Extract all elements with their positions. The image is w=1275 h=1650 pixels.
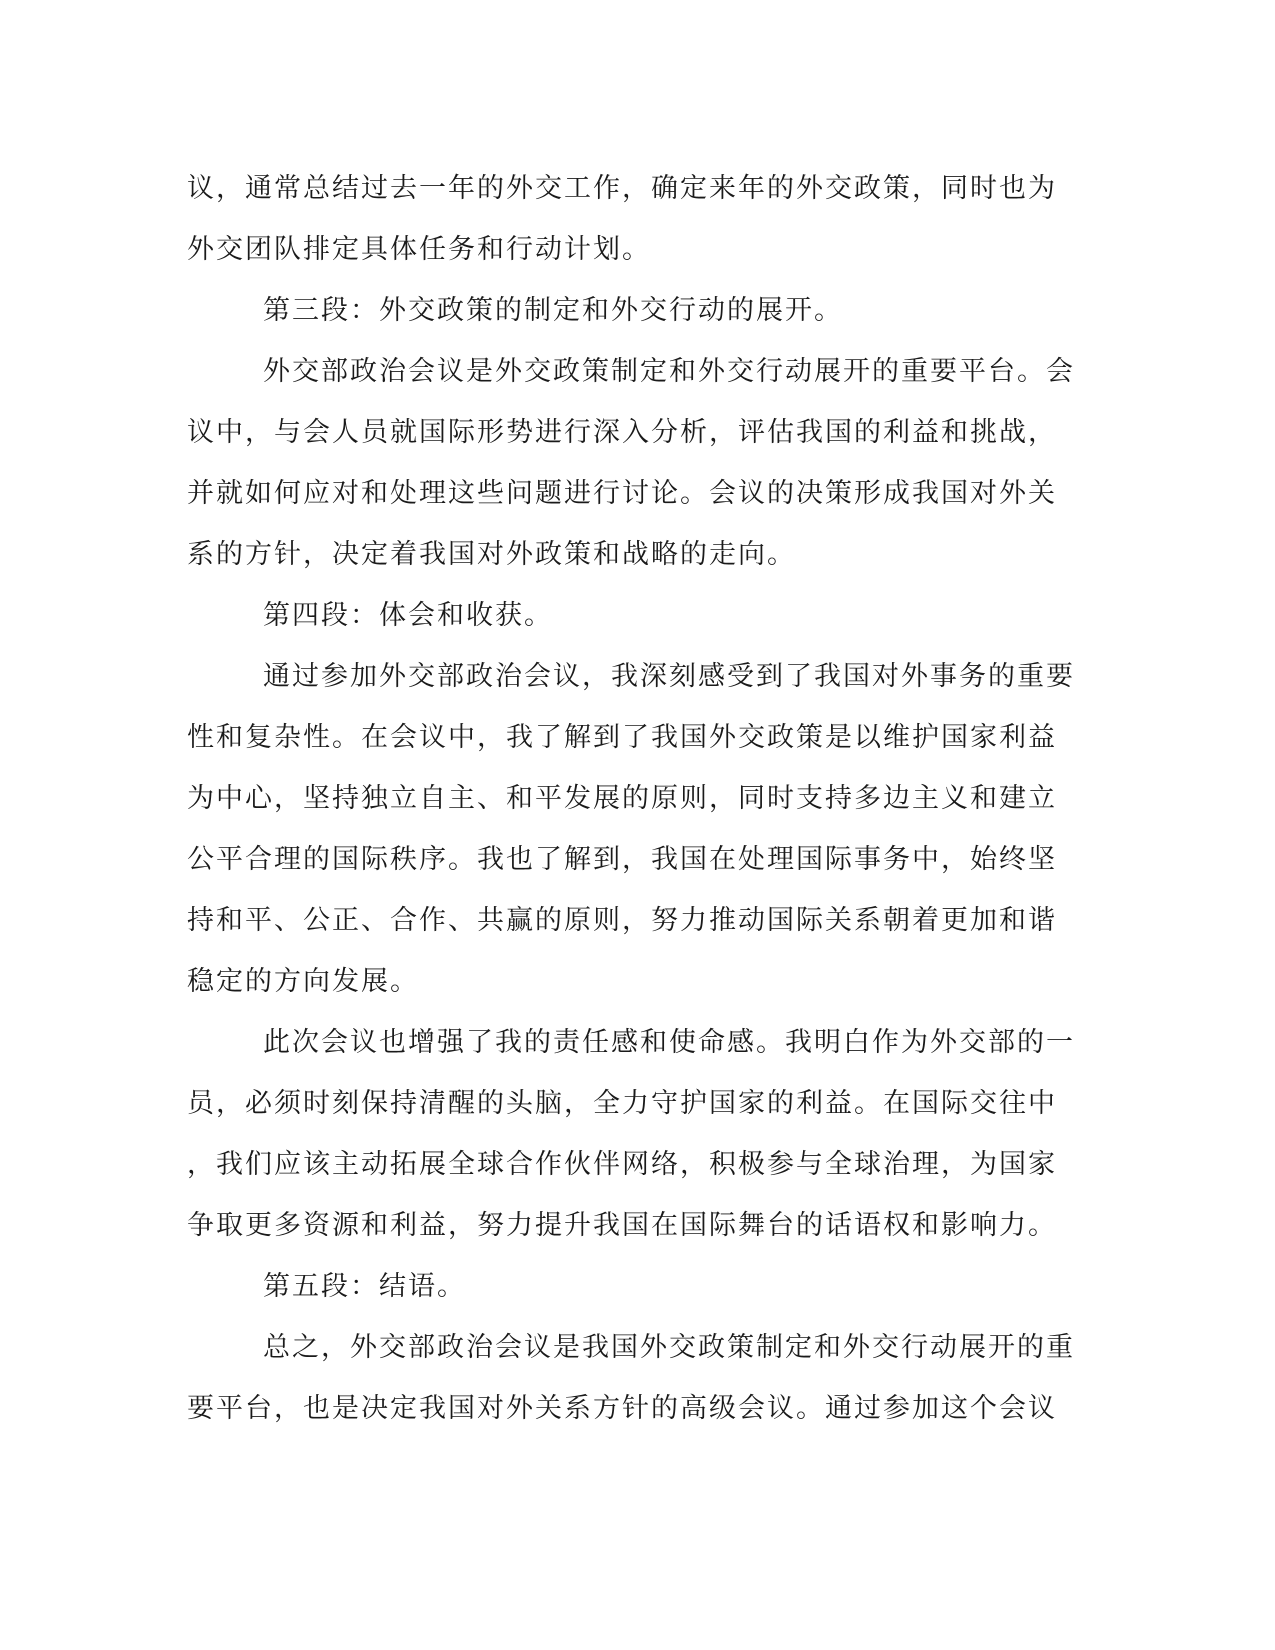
text-line: 员，必须时刻保持清醒的头脑，全力守护国家的利益。在国际交往中 — [187, 1088, 1057, 1119]
text-line: 此次会议也增强了我的责任感和使命感。我明白作为外交部的一 — [263, 1027, 1075, 1058]
text-line: 并就如何应对和处理这些问题进行讨论。会议的决策形成我国对外关 — [187, 478, 1057, 509]
text-line: 议，通常总结过去一年的外交工作，确定来年的外交政策，同时也为 — [187, 173, 1057, 204]
text-line: 通过参加外交部政治会议，我深刻感受到了我国对外事务的重要 — [263, 661, 1075, 692]
text-line: ，我们应该主动拓展全球合作伙伴网络，积极参与全球治理，为国家 — [187, 1149, 1057, 1180]
section-heading: 第三段：外交政策的制定和外交行动的展开。 — [263, 295, 843, 326]
text-line: 为中心，坚持独立自主、和平发展的原则，同时支持多边主义和建立 — [187, 783, 1057, 814]
section-heading: 第五段：结语。 — [263, 1271, 466, 1302]
text-line: 公平合理的国际秩序。我也了解到，我国在处理国际事务中，始终坚 — [187, 844, 1057, 875]
section-heading: 第四段：体会和收获。 — [263, 600, 553, 631]
body-text — [187, 158, 1075, 1439]
text-line: 外交部政治会议是外交政策制定和外交行动展开的重要平台。会 — [263, 356, 1075, 387]
text-line: 性和复杂性。在会议中，我了解到了我国外交政策是以维护国家利益 — [187, 722, 1057, 753]
text-line: 系的方针，决定着我国对外政策和战略的走向。 — [187, 539, 796, 570]
text-line: 要平台，也是决定我国对外关系方针的高级会议。通过参加这个会议 — [187, 1393, 1057, 1424]
text-line: 持和平、公正、合作、共赢的原则，努力推动国际关系朝着更加和谐 — [187, 905, 1057, 936]
text-line: 外交团队排定具体任务和行动计划。 — [187, 234, 651, 265]
text-line: 总之，外交部政治会议是我国外交政策制定和外交行动展开的重 — [263, 1332, 1075, 1363]
text-line: 稳定的方向发展。 — [187, 966, 419, 997]
text-line: 议中，与会人员就国际形势进行深入分析，评估我国的利益和挑战， — [187, 417, 1057, 448]
text-line: 争取更多资源和利益，努力提升我国在国际舞台的话语权和影响力。 — [187, 1210, 1057, 1241]
